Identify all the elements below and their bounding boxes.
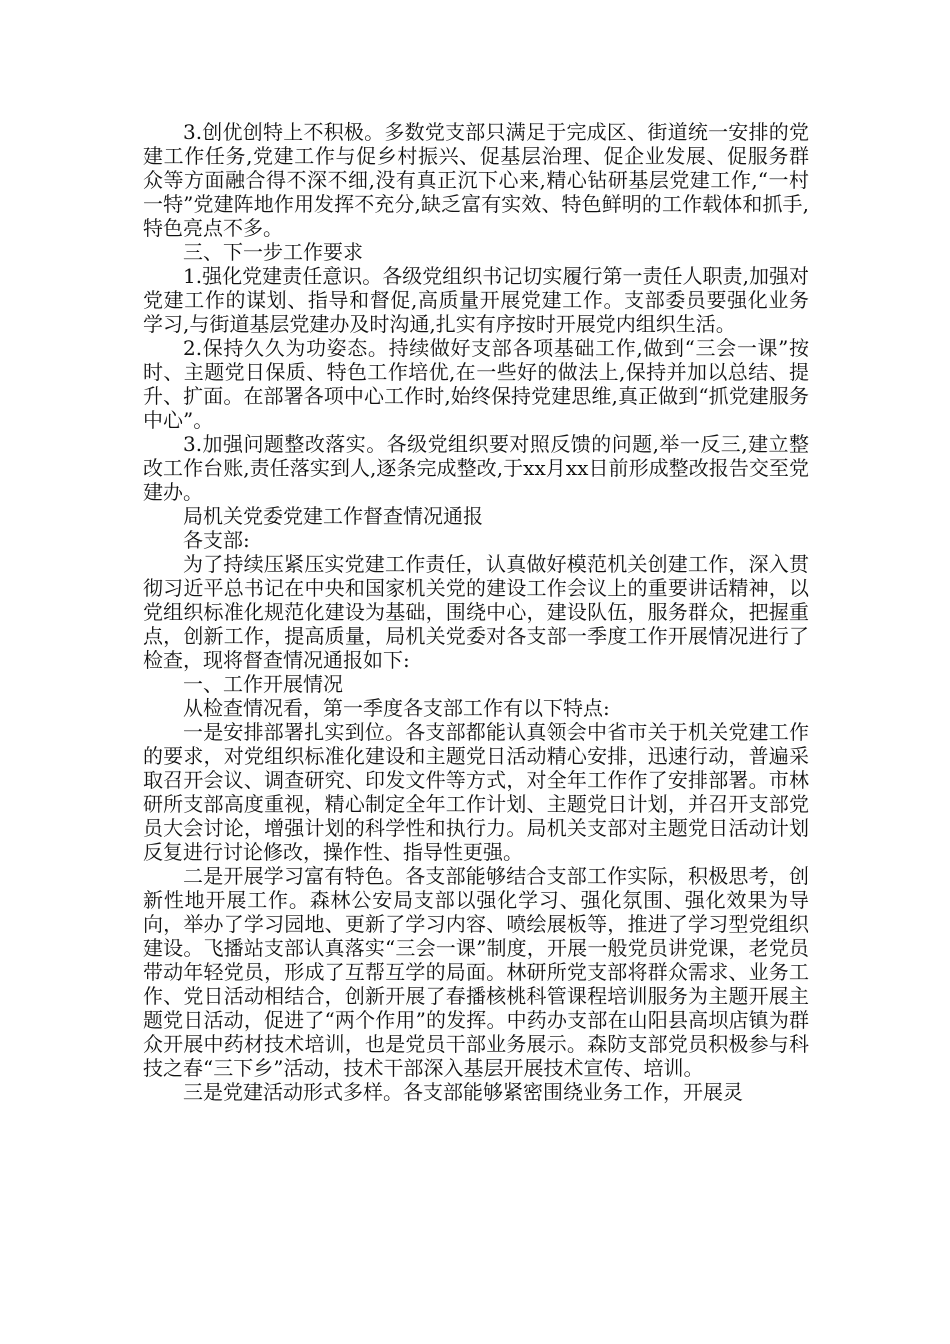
paragraph-point-one: 一是安排部署扎实到位。各支部都能认真领会中省市关于机关党建工作的要求，对党组织标准化建设和主题党日活动精心安排，迅速行动，普遍采取召开会议、调查研究、印发文件等方式，对全年工作作了安排部署。市林研所支部高度重视，精心制定全年工作计划、主题党日计划，并召开支部党员大会讨论，增强计划的科学性和执行力。局机关支部对主题党日活动计划反复进行讨论修改，操作性、指导性更强。: [143, 720, 809, 864]
document-body: [143, 120, 809, 1104]
paragraph-responsibility: 1.强化党建责任意识。各级党组织书记切实履行第一责任人职责,加强对党建工作的谋划、指导和督促,高质量开展党建工作。支部委员要强化业务学习,与街道基层党建办及时沟通,扎实有序按时开展党内组织生活。: [143, 264, 809, 336]
section-heading-work-status: 一、工作开展情况: [183, 672, 343, 696]
section-heading-next-steps: 三、下一步工作要求: [183, 240, 363, 264]
paragraph-introduction: 为了持续压紧压实党建工作责任，认真做好模范机关创建工作，深入贯彻习近平总书记在中央和国家机关党的建设工作会议上的重要讲话精神，以党组织标准化规范化建设为基础，围绕中心，建设队伍，服务群众，把握重点，创新工作，提高质量，局机关党委对各支部一季度工作开展情况进行了检查，现将督查情况通报如下:: [143, 552, 809, 672]
paragraph-persistence: 2.保持久久为功姿态。持续做好支部各项基础工作,做到“三会一课”按时、主题党日保质、特色工作培优,在一些好的做法上,保持并加以总结、提升、扩面。在部署各项中心工作时,始终保持党建思维,真正做到“抓党建服务中心”。: [143, 336, 809, 432]
paragraph-point-two: 二是开展学习富有特色。各支部能够结合支部工作实际，积极思考，创新性地开展工作。森林公安局支部以强化学习、强化氛围、强化效果为导向，举办了学习园地、更新了学习内容、喷绘展板等，推进了学习型党组织建设。飞播站支部认真落实“三会一课”制度，开展一般党员讲党课，老党员带动年轻党员，形成了互帮互学的局面。林研所党支部将群众需求、业务工作、党日活动相结合，创新开展了春播核桃科管课程培训服务为主题开展主题党日活动，促进了“两个作用”的发挥。中药办支部在山阳县高坝店镇为群众开展中药材技术培训，也是党员干部业务展示。森防支部党员积极参与科技之春“三下乡”活动，技术干部深入基层开展技术宣传、培训。: [143, 864, 809, 1080]
paragraph-innovation-issue: 3.创优创特上不积极。多数党支部只满足于完成区、街道统一安排的党建工作任务,党建工作与促乡村振兴、促基层治理、促企业发展、促服务群众等方面融合得不深不细,没有真正沉下心来,精心钻研基层党建工作,“一村一特”党建阵地作用发挥不充分,缺乏富有实效、特色鲜明的工作载体和抓手,特色亮点不多。: [143, 120, 809, 240]
salutation: 各支部:: [183, 528, 250, 552]
paragraph-point-three: 三是党建活动形式多样。各支部能够紧密围绕业务工作，开展灵: [183, 1080, 743, 1104]
paragraph-rectification: 3.加强问题整改落实。各级党组织要对照反馈的问题,举一反三,建立整改工作台账,责任落实到人,逐条完成整改,于xx月xx日前形成整改报告交至党建办。: [143, 432, 809, 504]
document-title-inspection-report: 局机关党委党建工作督查情况通报: [183, 504, 483, 528]
paragraph-summary: 从检查情况看，第一季度各支部工作有以下特点:: [183, 696, 610, 720]
